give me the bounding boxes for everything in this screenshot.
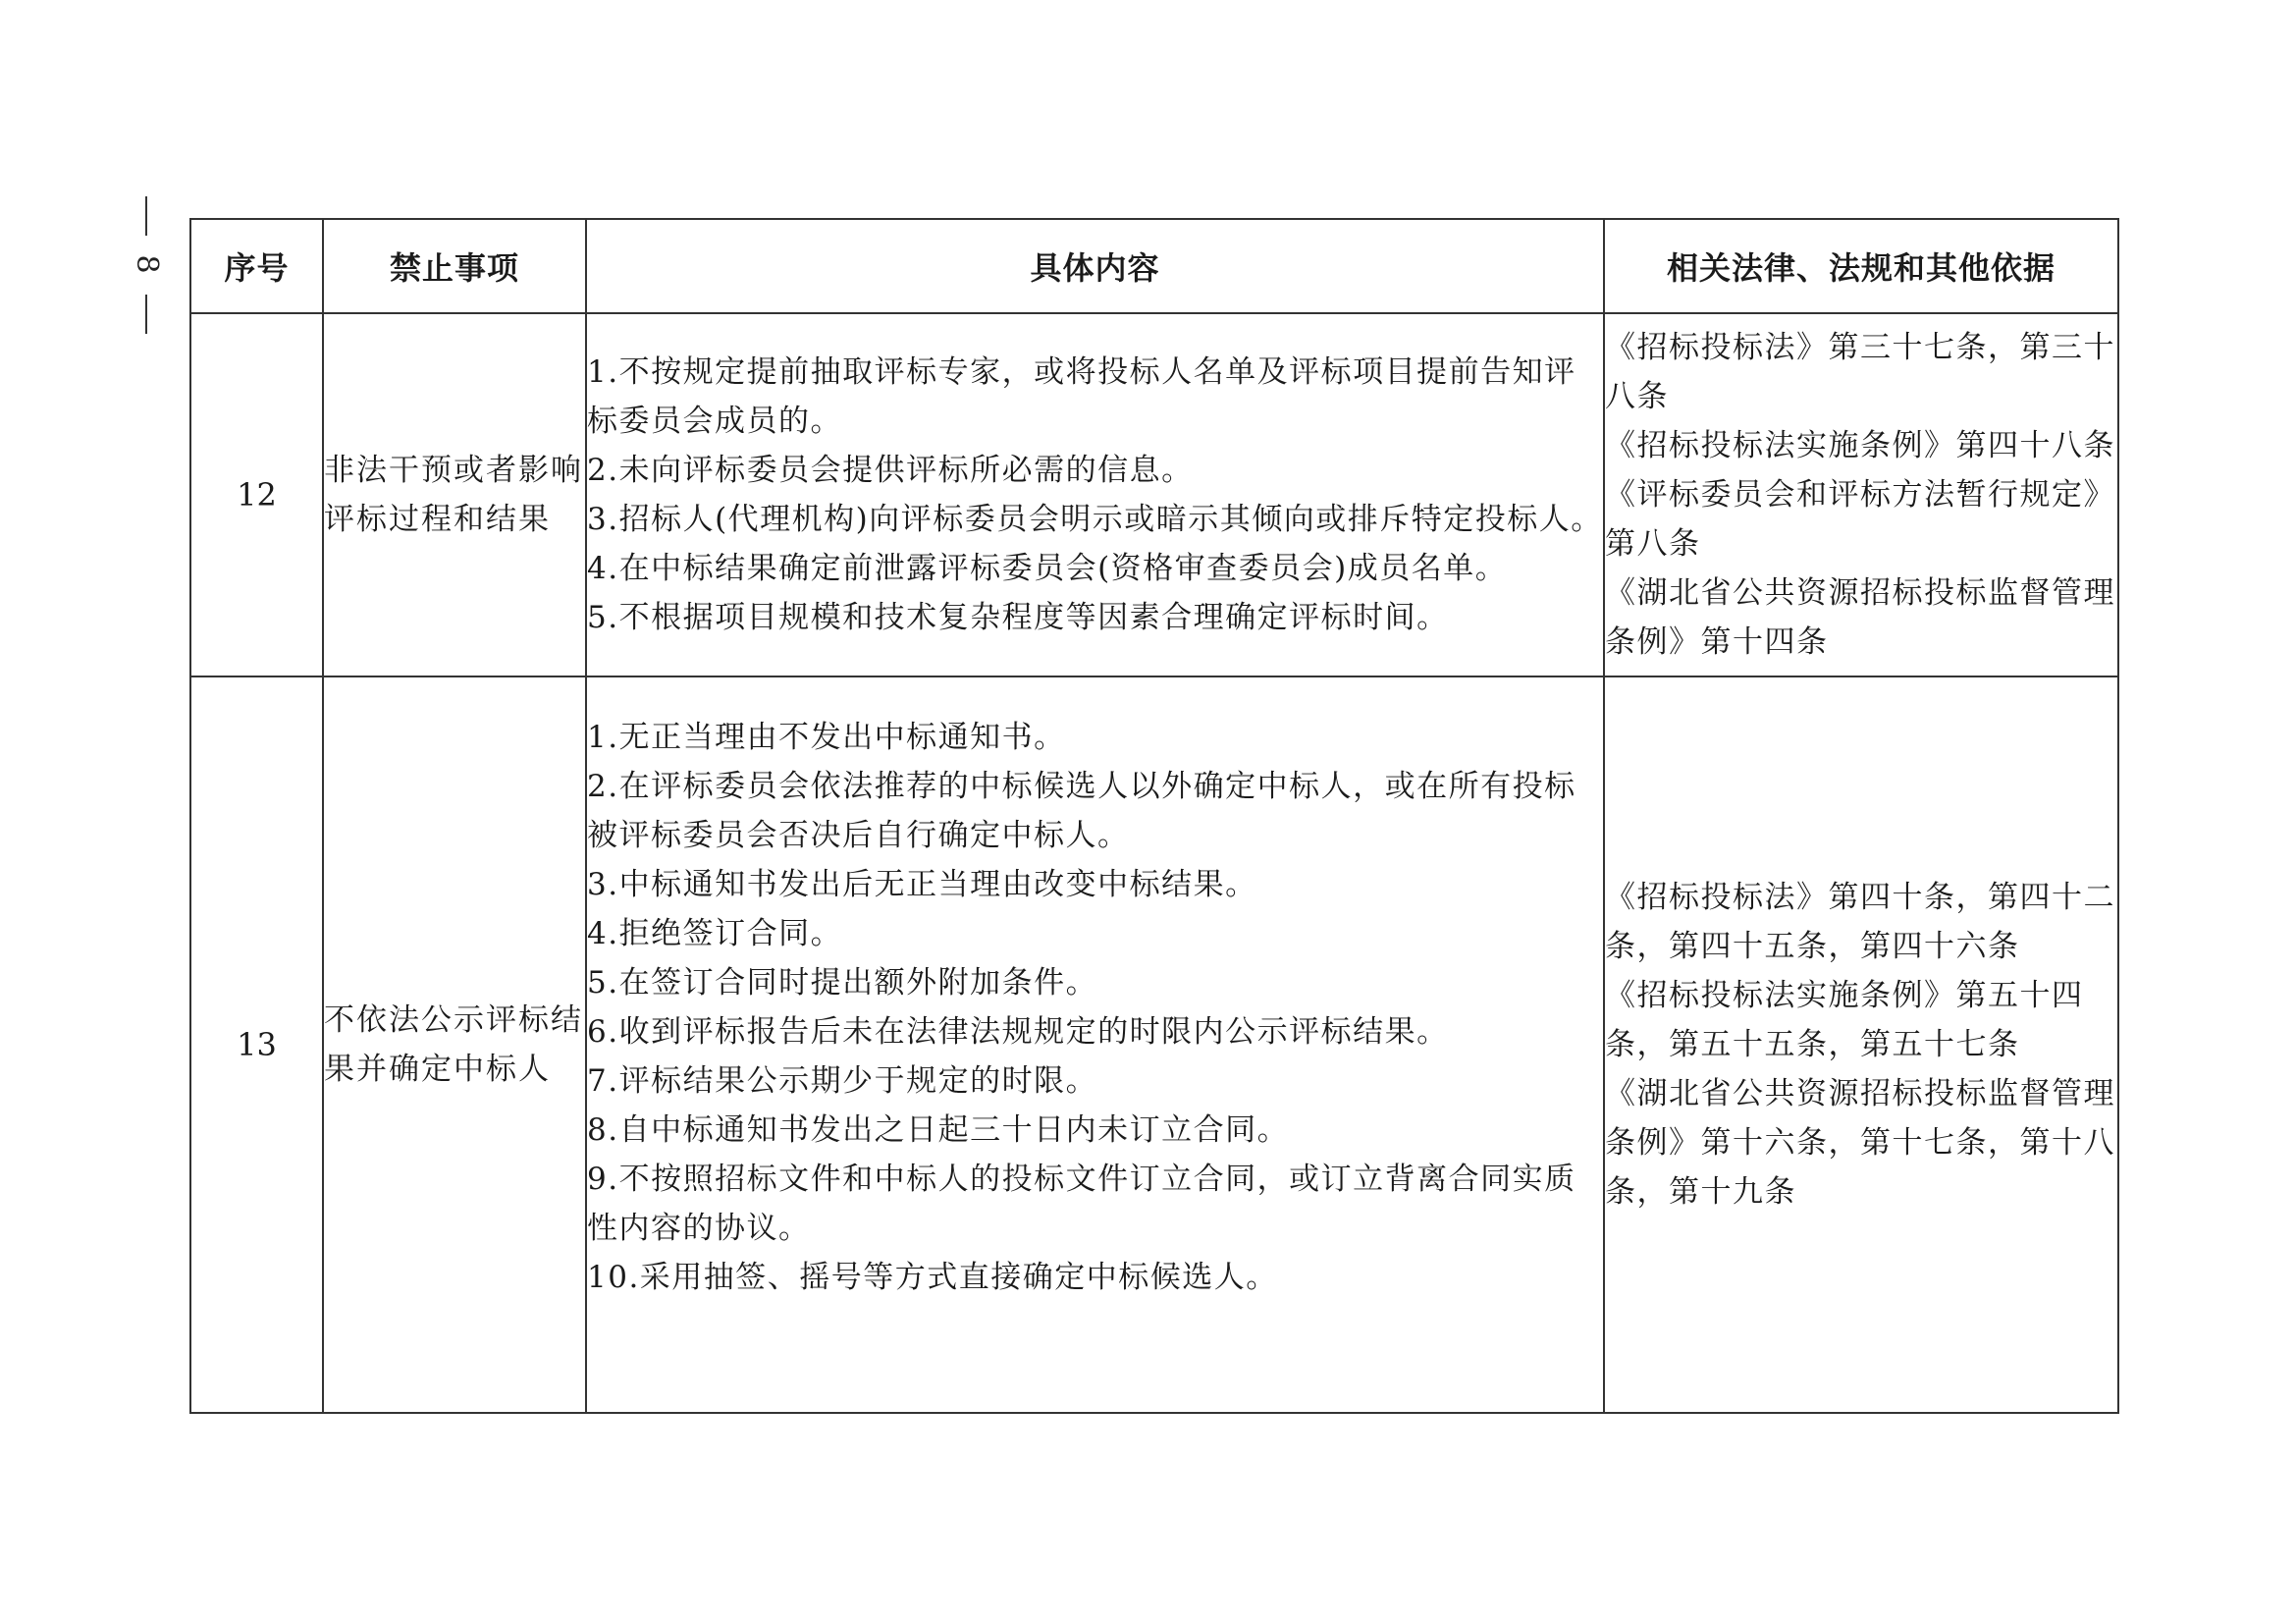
- content-line: 9.不按照招标文件和中标人的投标文件订立合同，或订立背离合同实质性内容的协议。: [587, 1162, 1576, 1246]
- table-row: [190, 313, 2118, 676]
- header-seq: 序号: [190, 219, 323, 313]
- basis-line: 《评标委员会和评标方法暂行规定》第八条: [1605, 477, 2115, 562]
- page-number: 8: [130, 254, 164, 274]
- content-line: 3.中标通知书发出后无正当理由改变中标结果。: [587, 867, 1257, 902]
- basis-line: 《湖北省公共资源招标投标监督管理条例》第十四条: [1605, 575, 2115, 660]
- basis-line: 《湖北省公共资源招标投标监督管理条例》第十六条，第十七条，第十八条，第十九条: [1605, 1076, 2115, 1210]
- content-line: 4.拒绝签订合同。: [587, 916, 843, 951]
- row-content: [586, 676, 1604, 1413]
- prohibited-items-table: [189, 218, 2119, 1414]
- content-line: 2.在评标委员会依法推荐的中标候选人以外确定中标人，或在所有投标被评标委员会否决后自行确定中标人。: [587, 769, 1576, 853]
- content-line: 10.采用抽签、摇号等方式直接确定中标候选人。: [587, 1260, 1278, 1295]
- basis-line: 《招标投标法》第三十七条，第三十八条: [1605, 330, 2115, 414]
- row-seq: 13: [190, 676, 323, 1413]
- content-line: 1.无正当理由不发出中标通知书。: [587, 720, 1066, 755]
- table-row: [190, 676, 2118, 1413]
- content-line: 6.收到评标报告后未在法律法规规定的时限内公示评标结果。: [587, 1014, 1449, 1050]
- content-line: 7.评标结果公示期少于规定的时限。: [587, 1063, 1098, 1099]
- content-line: 5.不根据项目规模和技术复杂程度等因素合理确定评标时间。: [587, 600, 1449, 635]
- row-item: 非法干预或者影响评标过程和结果: [323, 313, 586, 676]
- content-line: 2.未向评标委员会提供评标所必需的信息。: [587, 453, 1194, 488]
- content-line: 4.在中标结果确定前泄露评标委员会(资格审查委员会)成员名单。: [587, 551, 1508, 586]
- table-header-row: [190, 219, 2118, 313]
- content-line: 1.不按规定提前抽取评标专家，或将投标人名单及评标项目提前告知评标委员会成员的。: [587, 354, 1576, 439]
- content-line: 5.在签订合同时提出额外附加条件。: [587, 965, 1098, 1001]
- page-dash-top: [145, 196, 147, 236]
- basis-line: 《招标投标法实施条例》第五十四条，第五十五条，第五十七条: [1605, 978, 2084, 1062]
- page-number-marker: [130, 196, 164, 334]
- header-content: 具体内容: [586, 219, 1604, 313]
- page-dash-bottom: [145, 295, 147, 334]
- header-basis: 相关法律、法规和其他依据: [1604, 219, 2118, 313]
- row-seq: 12: [190, 313, 323, 676]
- row-basis: [1604, 313, 2118, 676]
- header-item: 禁止事项: [323, 219, 586, 313]
- row-basis: [1604, 676, 2118, 1413]
- content-line: 3.招标人(代理机构)向评标委员会明示或暗示其倾向或排斥特定投标人。: [587, 502, 1603, 537]
- row-content: [586, 313, 1604, 676]
- row-item: 不依法公示评标结果并确定中标人: [323, 676, 586, 1413]
- basis-line: 《招标投标法》第四十条，第四十二条，第四十五条，第四十六条: [1605, 880, 2115, 964]
- basis-line: 《招标投标法实施条例》第四十八条: [1605, 428, 2115, 463]
- content-line: 8.自中标通知书发出之日起三十日内未订立合同。: [587, 1112, 1290, 1148]
